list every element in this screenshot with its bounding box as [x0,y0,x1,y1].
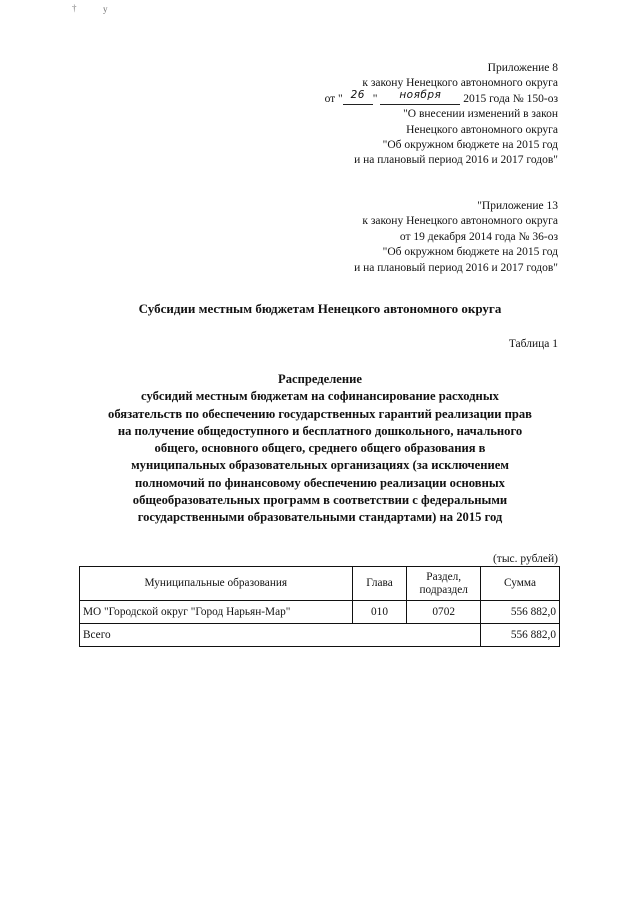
section-title: Субсидии местным бюджетам Ненецкого автономного округа [138,301,502,316]
header-glava: Глава [352,567,407,601]
appendix-13-block [354,199,558,276]
header-razdel-line-2: подраздел [419,583,468,596]
heading-line-8: общеобразовательных программ в соответствии с федеральными [132,493,508,508]
appendix-8-planning-period: и на плановый период 2016 и 2017 годов" [354,154,558,167]
heading-line-4: на получение общедоступного и бесплатного дошкольного, начального [117,423,523,438]
heading-line-1: Распределение [278,372,362,386]
units-label: (тыс. рублей) [492,553,558,565]
day-field [343,88,373,105]
heading-line-6: муниципальных образовательных организациях (за исключением [131,458,509,473]
heading-line-9: государственными образовательными стандартами) на 2015 год [137,510,503,525]
header-razdel [407,567,481,601]
subsidy-table [79,566,560,647]
appendix-13-budget-title: "Об окружном бюджете на 2015 год [382,246,558,259]
date-suffix: 2015 года № 150-оз [463,92,558,105]
heading-line-5: общего, основного общего, среднего общего образования в [154,441,486,456]
cell-glava: 010 [352,601,407,624]
total-label: Всего [80,624,481,647]
date-prefix: от " [324,92,343,105]
scan-mark-2: у [103,4,108,14]
month-handwritten: ноября [399,88,442,101]
scan-mark-1: † [72,3,77,13]
total-sum: 556 882,0 [481,624,560,647]
cell-municipality: МО "Городской округ "Город Нарьян-Мар" [80,601,353,624]
appendix-8-date-line [324,88,558,107]
header-razdel-line-1: Раздел, [426,570,462,583]
appendix-8-title: Приложение 8 [487,62,558,74]
header-sum: Сумма [481,567,560,601]
appendix-8-amend-law: Ненецкого автономного округа [406,123,558,136]
appendix-8-block [325,61,558,169]
total-row [80,624,560,647]
table-label: Таблица 1 [508,338,558,350]
date-quote: " [372,92,378,105]
cell-sum: 556 882,0 [481,601,560,624]
cell-razdel: 0702 [407,601,481,624]
appendix-8-budget-title: "Об окружном бюджете на 2015 год [382,139,558,152]
table-header-row [80,567,560,601]
heading-line-7: полномочий по финансовому обеспечению реализации основных [135,475,505,490]
day-handwritten: 26 [350,88,365,101]
appendix-8-law: к закону Ненецкого автономного округа [362,77,558,90]
appendix-13-law: к закону Ненецкого автономного округа [362,215,558,228]
appendix-13-planning-period: и на плановый период 2016 и 2017 годов" [354,261,558,274]
appendix-8-amend-title: "О внесении изменений в закон [403,108,558,121]
appendix-13-title: "Приложение 13 [477,200,558,212]
header-municipality: Муниципальные образования [80,567,353,601]
appendix-13-date: от 19 декабря 2014 года № 36-оз [399,230,558,243]
distribution-heading [60,371,580,527]
table-row [80,601,560,624]
heading-line-2: субсидий местным бюджетам на софинансирование расходных [141,389,499,404]
month-field [380,88,460,105]
heading-line-3: обязательств по обеспечению государственных гарантий реализации прав [108,406,532,421]
